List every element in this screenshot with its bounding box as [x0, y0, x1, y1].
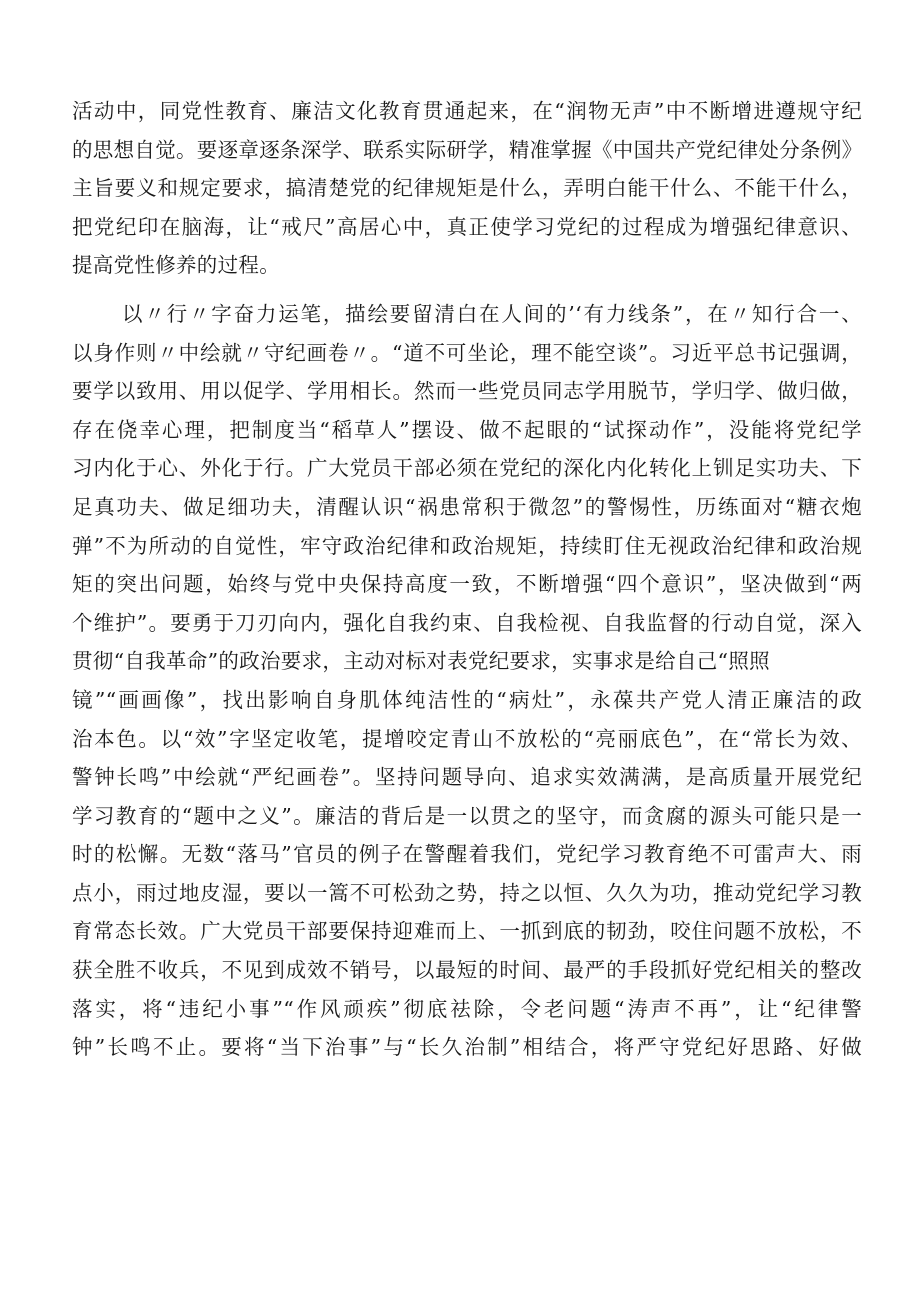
text-line: 主旨要义和规定要求，搞清楚党的纪律规矩是什么，弄明白能干什么、不能干什么，: [72, 176, 862, 201]
text-line: 点小，雨过地皮湿，要以一篙不可松劲之势，持之以恒、久久为功，推动党纪学习教: [72, 880, 862, 905]
text-line: 以〃行〃字奋力运笔，描绘要留清白在人间的’‘有力线条”，在〃知行合一、: [122, 301, 862, 326]
paragraph-1: [72, 92, 862, 285]
text-line: 的思想自觉。要逐章逐条深学、联系实际研学，精准掌握《中国共产党纪律处分条例》: [72, 137, 863, 162]
text-line: 习内化于心、外化于行。广大党员干部必须在党纪的深化内化转化上钏足实功夫、下: [72, 456, 862, 481]
text-line: 矩的突出问题，始终与党中央保持高度一致，不断增强“四个意识”，坚决做到“两: [72, 572, 862, 597]
text-line: 提高党性修养的过程。: [72, 253, 280, 278]
text-line: 落实，将“违纪小事”“作风顽疾”彻底祛除，令老问题“涛声不再”，让“纪律警: [72, 996, 862, 1021]
paragraph-gap: [72, 285, 862, 295]
text-line: 足真功夫、做足细功夫，清醒认识“祸患常积于微忽”的警惕性，历练面对“糖衣炮: [72, 494, 862, 519]
text-line: 要学以致用、用以促学、学用相长。然而一些党员同志学用脱节，学归学、做归做，: [72, 379, 862, 404]
document-page: [72, 92, 862, 1222]
text-line: 学习教育的“题中之义”。廉洁的背后是一以贯之的坚守，而贪腐的源头可能只是一: [72, 803, 862, 828]
text-line: 镜”“画画像”，找出影响自身肌体纯洁性的“病灶”，永葆共产党人清正廉洁的政: [72, 687, 862, 712]
text-line: 育常态长效。广大党员干部要保持迎难而上、一抓到底的韧劲，咬住问题不放松，不: [72, 919, 862, 944]
text-line: 治本色。以“效”字坚定收笔，提增咬定青山不放松的“亮丽底色”，在“常长为效、: [72, 726, 862, 751]
text-line: 以身作则〃中绘就〃守纪画卷〃。“道不可坐论，理不能空谈”。习近平总书记强调，: [72, 340, 862, 365]
text-line: 弹”不为所动的自觉性，牢守政治纪律和政治规矩，持续盯住无视政治纪律和政治规: [72, 533, 862, 558]
text-line: 把党纪印在脑海，让“戒尺”高居心中，真正使学习党纪的过程成为增强纪律意识、: [72, 214, 862, 239]
text-line: 警钟长鸣”中绘就“严纪画卷”。坚持问题导向、追求实效满满，是高质量开展党纪: [72, 765, 862, 790]
paragraph-2: [72, 295, 862, 1067]
text-line: 个维护”。要勇于刀刃向内，强化自我约束、自我检视、自我监督的行动自觉，深入: [72, 610, 862, 635]
text-line: 存在侥幸心理，把制度当“稻草人”摆设、做不起眼的“试探动作”，没能将党纪学: [72, 417, 862, 442]
text-line: 获全胜不收兵，不见到成效不销号，以最短的时间、最严的手段抓好党纪相关的整改: [72, 958, 862, 983]
text-line: 钟”长鸣不止。要将“当下治事”与“长久治制”相结合，将严守党纪好思路、好做: [72, 1035, 862, 1060]
text-line: 活动中，同党性教育、廉洁文化教育贯通起来，在“润物无声”中不断增进遵规守纪: [72, 99, 862, 123]
text-line: 贯彻“自我革命”的政治要求，主动对标对表党纪要求，实事求是给自己“照照: [72, 649, 770, 674]
text-line: 时的松懈。无数“落马”官员的例子在警醒着我们，党纪学习教育绝不可雷声大、雨: [72, 842, 862, 867]
